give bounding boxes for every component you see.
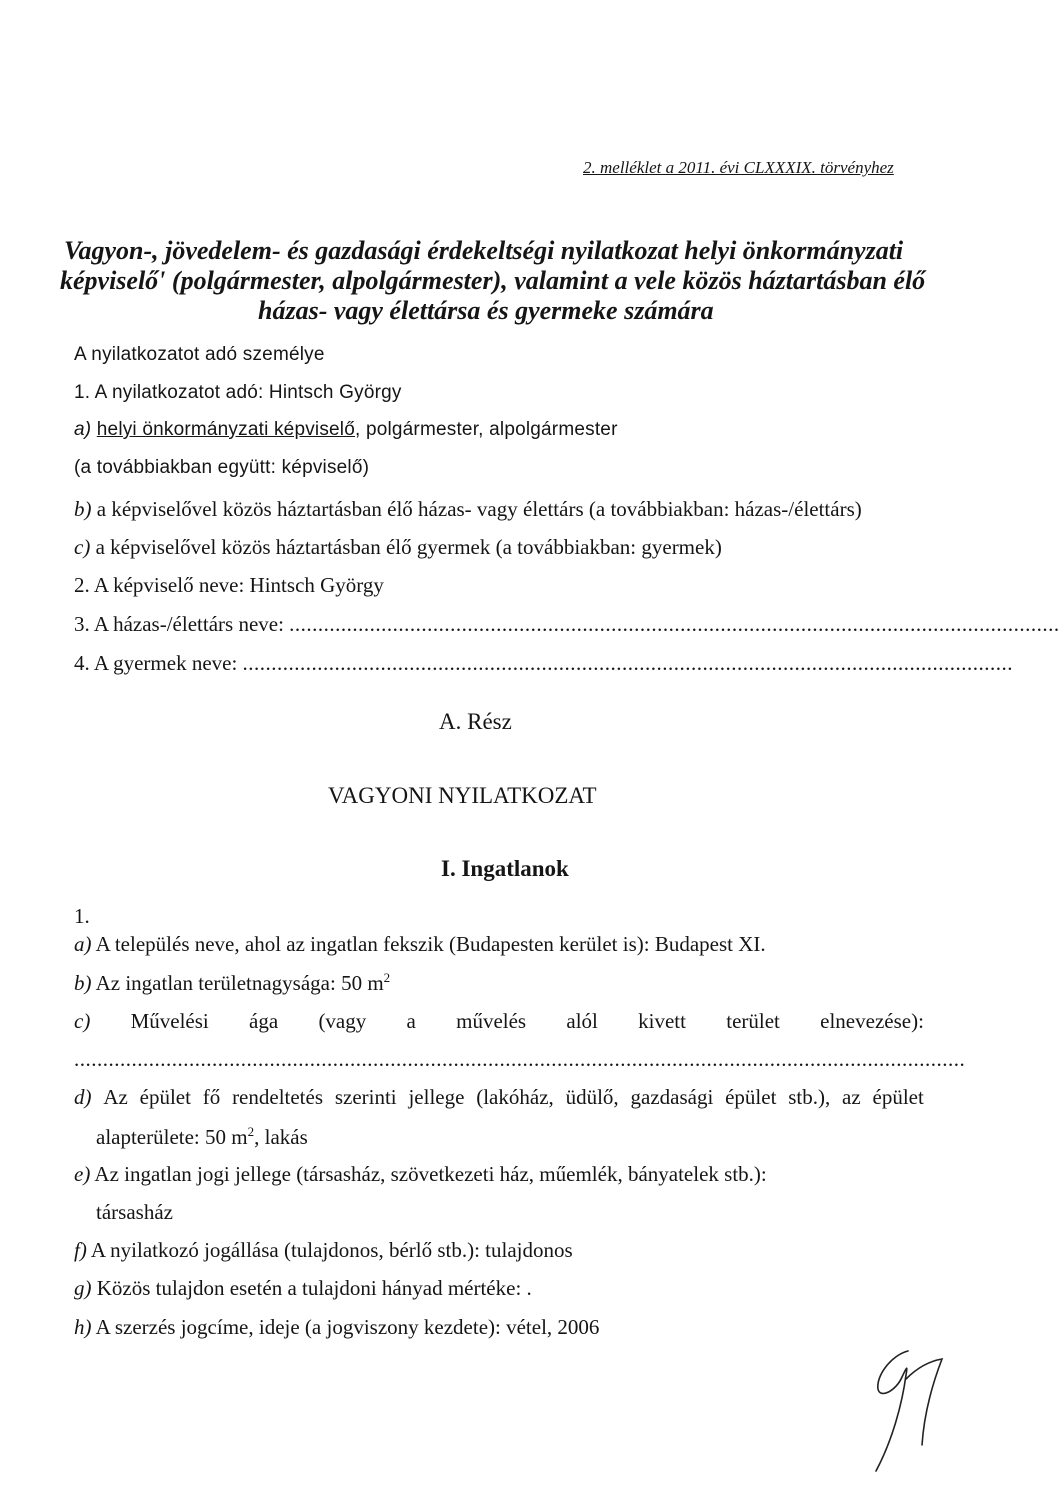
item-text: a képviselővel közös háztartásban élő házas- vagy élettárs (a továbbiakban: házas-/élettárs) (96, 497, 862, 521)
item-label: g) (74, 1276, 92, 1300)
item-label: c) (74, 1009, 91, 1033)
word: (vagy (318, 1009, 367, 1033)
declarant-item-a-note: (a továbbiakban együtt: képviselő) (74, 457, 370, 478)
property-item-c-fill (74, 1047, 966, 1072)
representative-term: helyi önkormányzati képviselő (96, 419, 355, 440)
word: terület (726, 1009, 780, 1033)
declarant-item-1: 1. A nyilatkozatot adó: Hintsch György (74, 382, 402, 403)
word: (lakóház, (476, 1085, 554, 1109)
item-text: , polgármester, alpolgármester (354, 419, 618, 440)
word: az (842, 1085, 861, 1109)
item-label: b) (74, 497, 92, 521)
fill-in-dots: ...................................................................................................................................... (289, 612, 1060, 636)
word: szerinti (334, 1085, 397, 1109)
item-label: e) (74, 1162, 91, 1186)
item-text: . (526, 1276, 532, 1300)
justified-line (74, 1085, 924, 1110)
word: alól (566, 1009, 598, 1033)
item-text: Az ingatlan területnagysága: 50 m (95, 971, 384, 995)
item-text: 4. A gyermek neve: (74, 651, 238, 675)
word: épület (872, 1085, 924, 1109)
property-item-e (74, 1162, 767, 1187)
word: a (406, 1009, 416, 1033)
property-item-e-value: társasház (96, 1200, 173, 1224)
justified-line (74, 1009, 924, 1034)
representative-name: 2. A képviselő neve: Hintsch György (74, 573, 384, 597)
property-number: 1. (74, 904, 90, 928)
item-text: A település neve, ahol az ingatlan fekszik (Budapesten kerület is): Budapest XI. (95, 932, 766, 956)
title-line-3: házas- vagy élettársa és gyermeke számára (258, 296, 714, 325)
word: ága (249, 1009, 279, 1033)
item-text: a képviselővel közös háztartásban élő gyermek (a továbbiakban: gyermek) (95, 535, 722, 559)
item-text: Az ingatlan jogi jellege (társasház, szövetkezeti ház, műemlék, bányatelek stb.): (94, 1162, 767, 1186)
word: üdülő, (565, 1085, 619, 1109)
declarant-heading: A nyilatkozatot adó személye (74, 344, 325, 365)
property-item-c (74, 1009, 924, 1034)
word: rendeltetés (232, 1085, 324, 1109)
item-text: 3. A házas-/élettárs neve: (74, 612, 284, 636)
fill-in-dots: ...................................................................................................................................... (242, 651, 1014, 675)
property-item-h (74, 1315, 599, 1340)
property-item-b (74, 970, 390, 996)
item-text: alapterülete: 50 m (96, 1125, 248, 1149)
law-reference: 2. melléklet a 2011. évi CLXXXIX. törvényhez (583, 158, 894, 177)
property-item-d-line2 (96, 1124, 308, 1150)
superscript: 2 (383, 970, 391, 985)
word: Az (103, 1085, 128, 1109)
word: stb.), (788, 1085, 831, 1109)
item-label: b) (74, 971, 92, 995)
word: fő (202, 1085, 221, 1109)
word: elnevezése): (820, 1009, 924, 1033)
part-label: A. Rész (439, 709, 512, 734)
title-line-2: képviselő' (polgármester, alpolgármester), valamint a vele közös háztartásban élő (60, 266, 926, 295)
child-name-line (74, 651, 1014, 676)
property-item-f (74, 1238, 573, 1263)
part-name: VAGYONI NYILATKOZAT (328, 783, 597, 808)
item-label: a) (74, 419, 92, 440)
property-item-a (74, 932, 766, 957)
item-label: d) (74, 1085, 92, 1109)
property-item-g (74, 1276, 532, 1301)
word: épület (725, 1085, 777, 1109)
item-label: f) (74, 1238, 87, 1262)
word: művelés (456, 1009, 527, 1033)
superscript: 2 (247, 1124, 255, 1139)
word: jellege (408, 1085, 465, 1109)
declarant-item-b (74, 497, 862, 522)
item-label: c) (74, 535, 91, 559)
word: kivett (638, 1009, 686, 1033)
item-text: A nyilatkozó jogállása (tulajdonos, bérlő stb.): tulajdonos (90, 1238, 573, 1262)
declarant-item-c (74, 535, 722, 560)
word: gazdasági (630, 1085, 714, 1109)
section-title: I. Ingatlanok (441, 856, 569, 881)
item-label: h) (74, 1315, 92, 1339)
item-text: A szerzés jogcíme, ideje (a jogviszony kezdete): vétel, 2006 (95, 1315, 600, 1339)
word: épület (139, 1085, 191, 1109)
word: Művelési (130, 1009, 209, 1033)
fill-in-dots: ........................................................................................................................................................... (74, 1047, 966, 1071)
item-text: Közös tulajdon esetén a tulajdoni hányad mértéke: (96, 1276, 522, 1300)
property-item-d (74, 1085, 924, 1110)
handwritten-initials (862, 1345, 948, 1477)
title-line-1: Vagyon-, jövedelem- és gazdasági érdekeltségi nyilatkozat helyi önkormányzati (64, 236, 904, 265)
spouse-name-line (74, 612, 1060, 637)
item-text: , lakás (254, 1125, 308, 1149)
declarant-item-a (74, 419, 618, 441)
item-label: a) (74, 932, 92, 956)
